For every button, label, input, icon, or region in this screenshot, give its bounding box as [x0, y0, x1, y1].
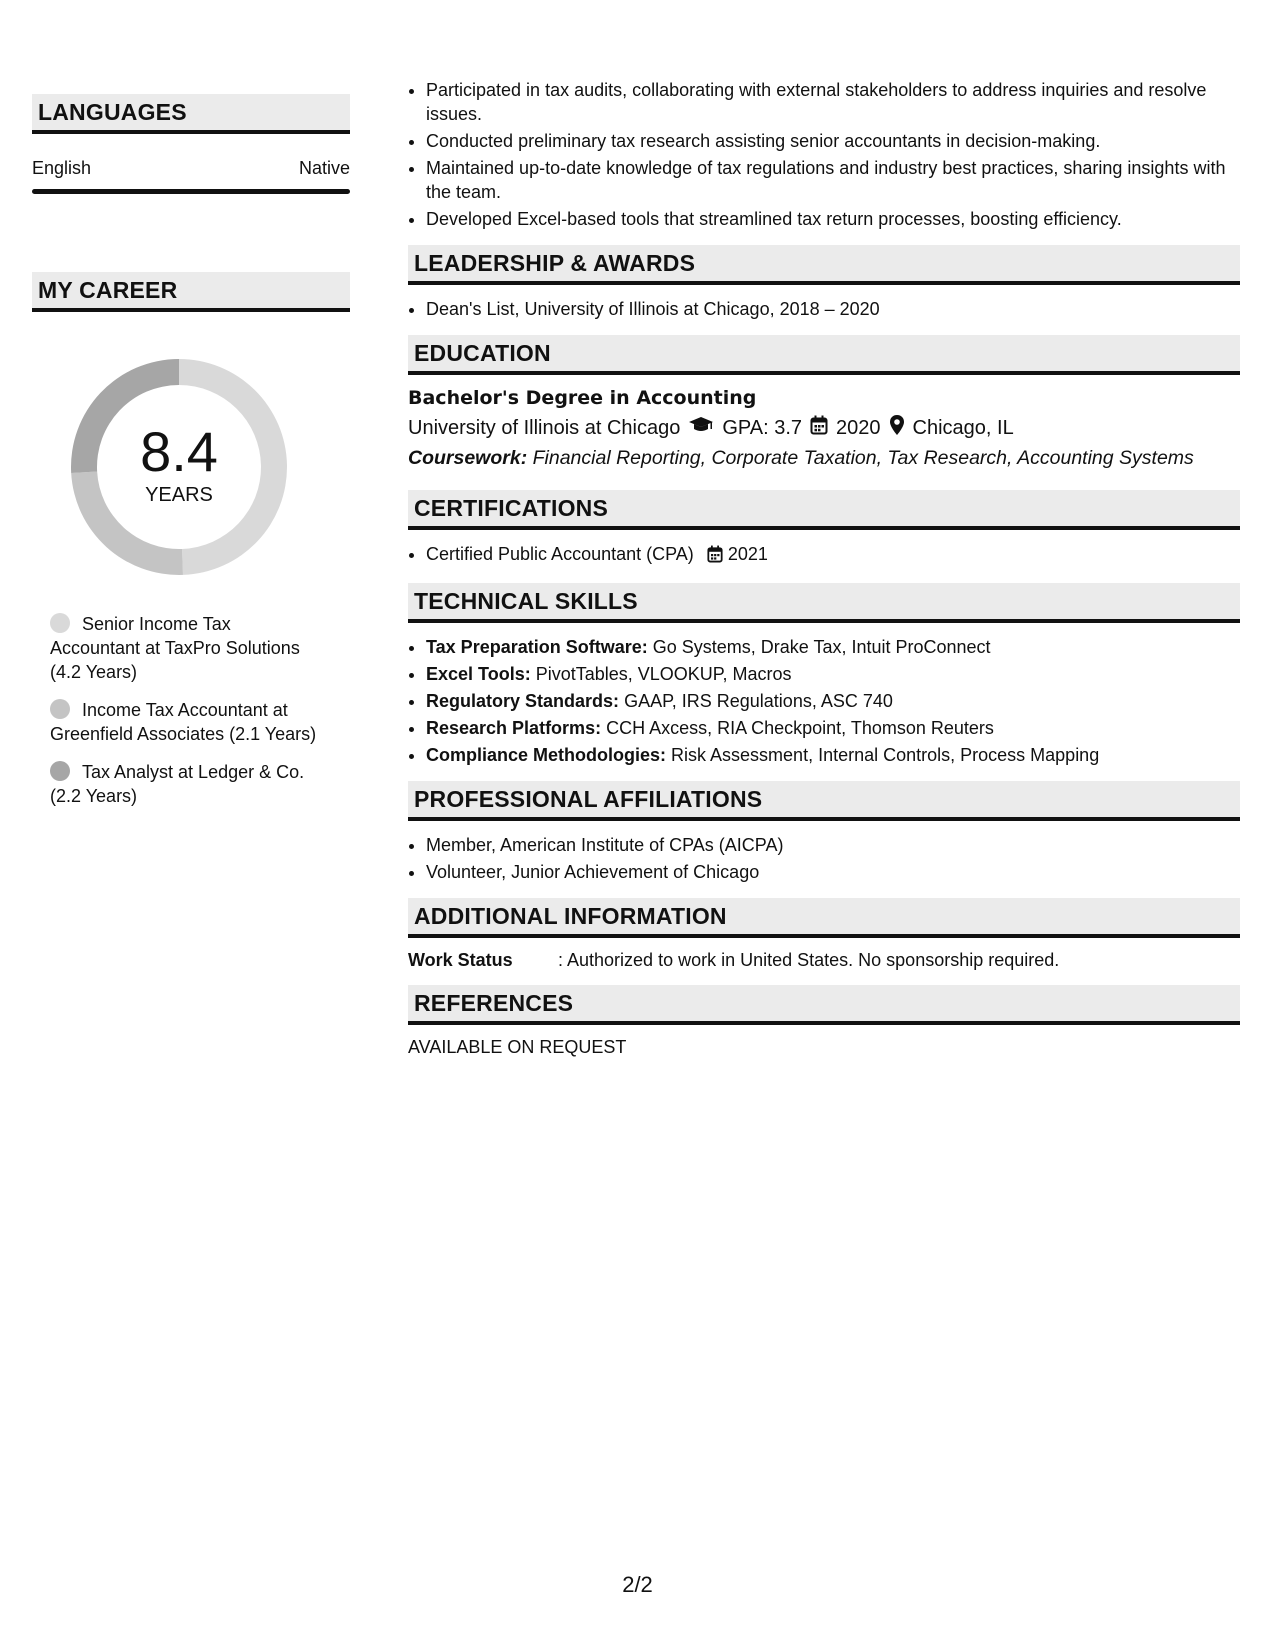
skill-item [426, 662, 1240, 686]
legend-label: Tax Analyst at Ledger & Co. (2.2 Years) [50, 762, 305, 806]
coursework-list: Financial Reporting, Corporate Taxation, Tax Research, Accounting Systems [532, 447, 1194, 469]
legend-label: Income Tax Accountant at Greenfield Associates (2.1 Years) [50, 700, 317, 744]
education-gpa: GPA: 3.7 [722, 416, 803, 439]
calendar-icon [707, 545, 723, 569]
references-text: AVAILABLE ON REQUEST [408, 1037, 627, 1057]
legend-item [50, 698, 320, 746]
career-legend [50, 612, 320, 808]
skills-heading: TECHNICAL SKILLS [408, 583, 1240, 623]
education-heading: EDUCATION [408, 335, 1240, 375]
skill-value: GAAP, IRS Regulations, ASC 740 [624, 691, 893, 711]
skill-label: Compliance Methodologies: [426, 745, 667, 765]
leadership-heading: LEADERSHIP & AWARDS [408, 245, 1240, 285]
legend-label: Senior Income Tax Accountant at TaxPro Solutions (4.2 Years) [50, 614, 300, 682]
certification-name: Certified Public Accountant (CPA) [426, 544, 694, 564]
coursework-label: Coursework: [408, 447, 528, 469]
references-heading: REFERENCES [408, 985, 1240, 1025]
experience-bullet: • Conducted preliminary tax research assisting senior accountants in decision-making. [426, 129, 1240, 153]
skill-value: Risk Assessment, Internal Controls, Process Mapping [671, 745, 1100, 765]
career-donut-chart [64, 352, 294, 582]
education-year: 2020 [836, 416, 881, 439]
skill-item [426, 635, 1240, 659]
skill-label: Excel Tools: [426, 664, 531, 684]
certifications-heading: CERTIFICATIONS [408, 490, 1240, 530]
work-status-value: : Authorized to work in United States. No sponsorship required. [558, 950, 1060, 970]
right-column [408, 78, 1240, 1058]
education-degree: Bachelor's Degree in Accounting [408, 387, 757, 409]
languages-heading: LANGUAGES [32, 94, 350, 134]
certification-year: 2021 [727, 544, 768, 564]
experience-bullet: • Maintained up-to-date knowledge of tax regulations and industry best practices, sharing insights with the team. [426, 156, 1240, 204]
page-number: 2/2 [622, 1572, 653, 1597]
additional-heading: ADDITIONAL INFORMATION [408, 898, 1240, 938]
education-school: University of Illinois at Chicago [408, 416, 681, 439]
career-heading: MY CAREER [32, 272, 350, 312]
skill-label: Research Platforms: [426, 718, 602, 738]
calendar-icon [810, 415, 828, 441]
education-details [408, 414, 1240, 442]
skill-label: Tax Preparation Software: [426, 637, 648, 657]
skill-item [426, 689, 1240, 713]
leadership-list [408, 297, 1240, 321]
experience-bullet: • Participated in tax audits, collaborating with external stakeholders to address inquiries and resolve issues. [426, 78, 1240, 126]
graduation-cap-icon [688, 415, 714, 441]
affiliations-heading: PROFESSIONAL AFFILIATIONS [408, 781, 1240, 821]
affiliation-item: • Member, American Institute of CPAs (AICPA) [426, 833, 1240, 857]
certification-item [426, 542, 1240, 569]
legend-item [50, 760, 320, 808]
skill-value: Go Systems, Drake Tax, Intuit ProConnect [652, 637, 991, 657]
language-name: English [32, 158, 92, 178]
education-location: Chicago, IL [912, 416, 1014, 439]
language-level: Native [298, 158, 350, 178]
affiliation-item: • Volunteer, Junior Achievement of Chicago [426, 860, 1240, 884]
total-years-unit: YEARS [145, 484, 213, 506]
language-row [32, 134, 350, 189]
skills-list [408, 635, 1240, 767]
legend-dot [50, 699, 70, 719]
experience-bullets [408, 78, 1240, 231]
leadership-item: • Dean's List, University of Illinois at Chicago, 2018 – 2020 [426, 297, 1240, 321]
skill-item [426, 743, 1240, 767]
donut-center [64, 422, 294, 507]
work-status-row [408, 950, 1240, 971]
work-status-label: Work Status [408, 950, 513, 970]
legend-item [50, 612, 320, 684]
skill-value: PivotTables, VLOOKUP, Macros [535, 664, 792, 684]
education-coursework [408, 447, 1240, 470]
skill-label: Regulatory Standards: [426, 691, 620, 711]
left-column [32, 94, 350, 822]
skill-item [426, 716, 1240, 740]
experience-bullet: • Developed Excel-based tools that streamlined tax return processes, boosting efficiency. [426, 207, 1240, 231]
affiliations-list [408, 833, 1240, 884]
skill-value: CCH Axcess, RIA Checkpoint, Thomson Reuters [606, 718, 994, 738]
language-level-bar [32, 189, 350, 194]
legend-dot [50, 761, 70, 781]
certifications-list [408, 542, 1240, 569]
total-years-value: 8.4 [140, 420, 218, 483]
legend-dot [50, 613, 70, 633]
map-pin-icon [889, 414, 905, 442]
